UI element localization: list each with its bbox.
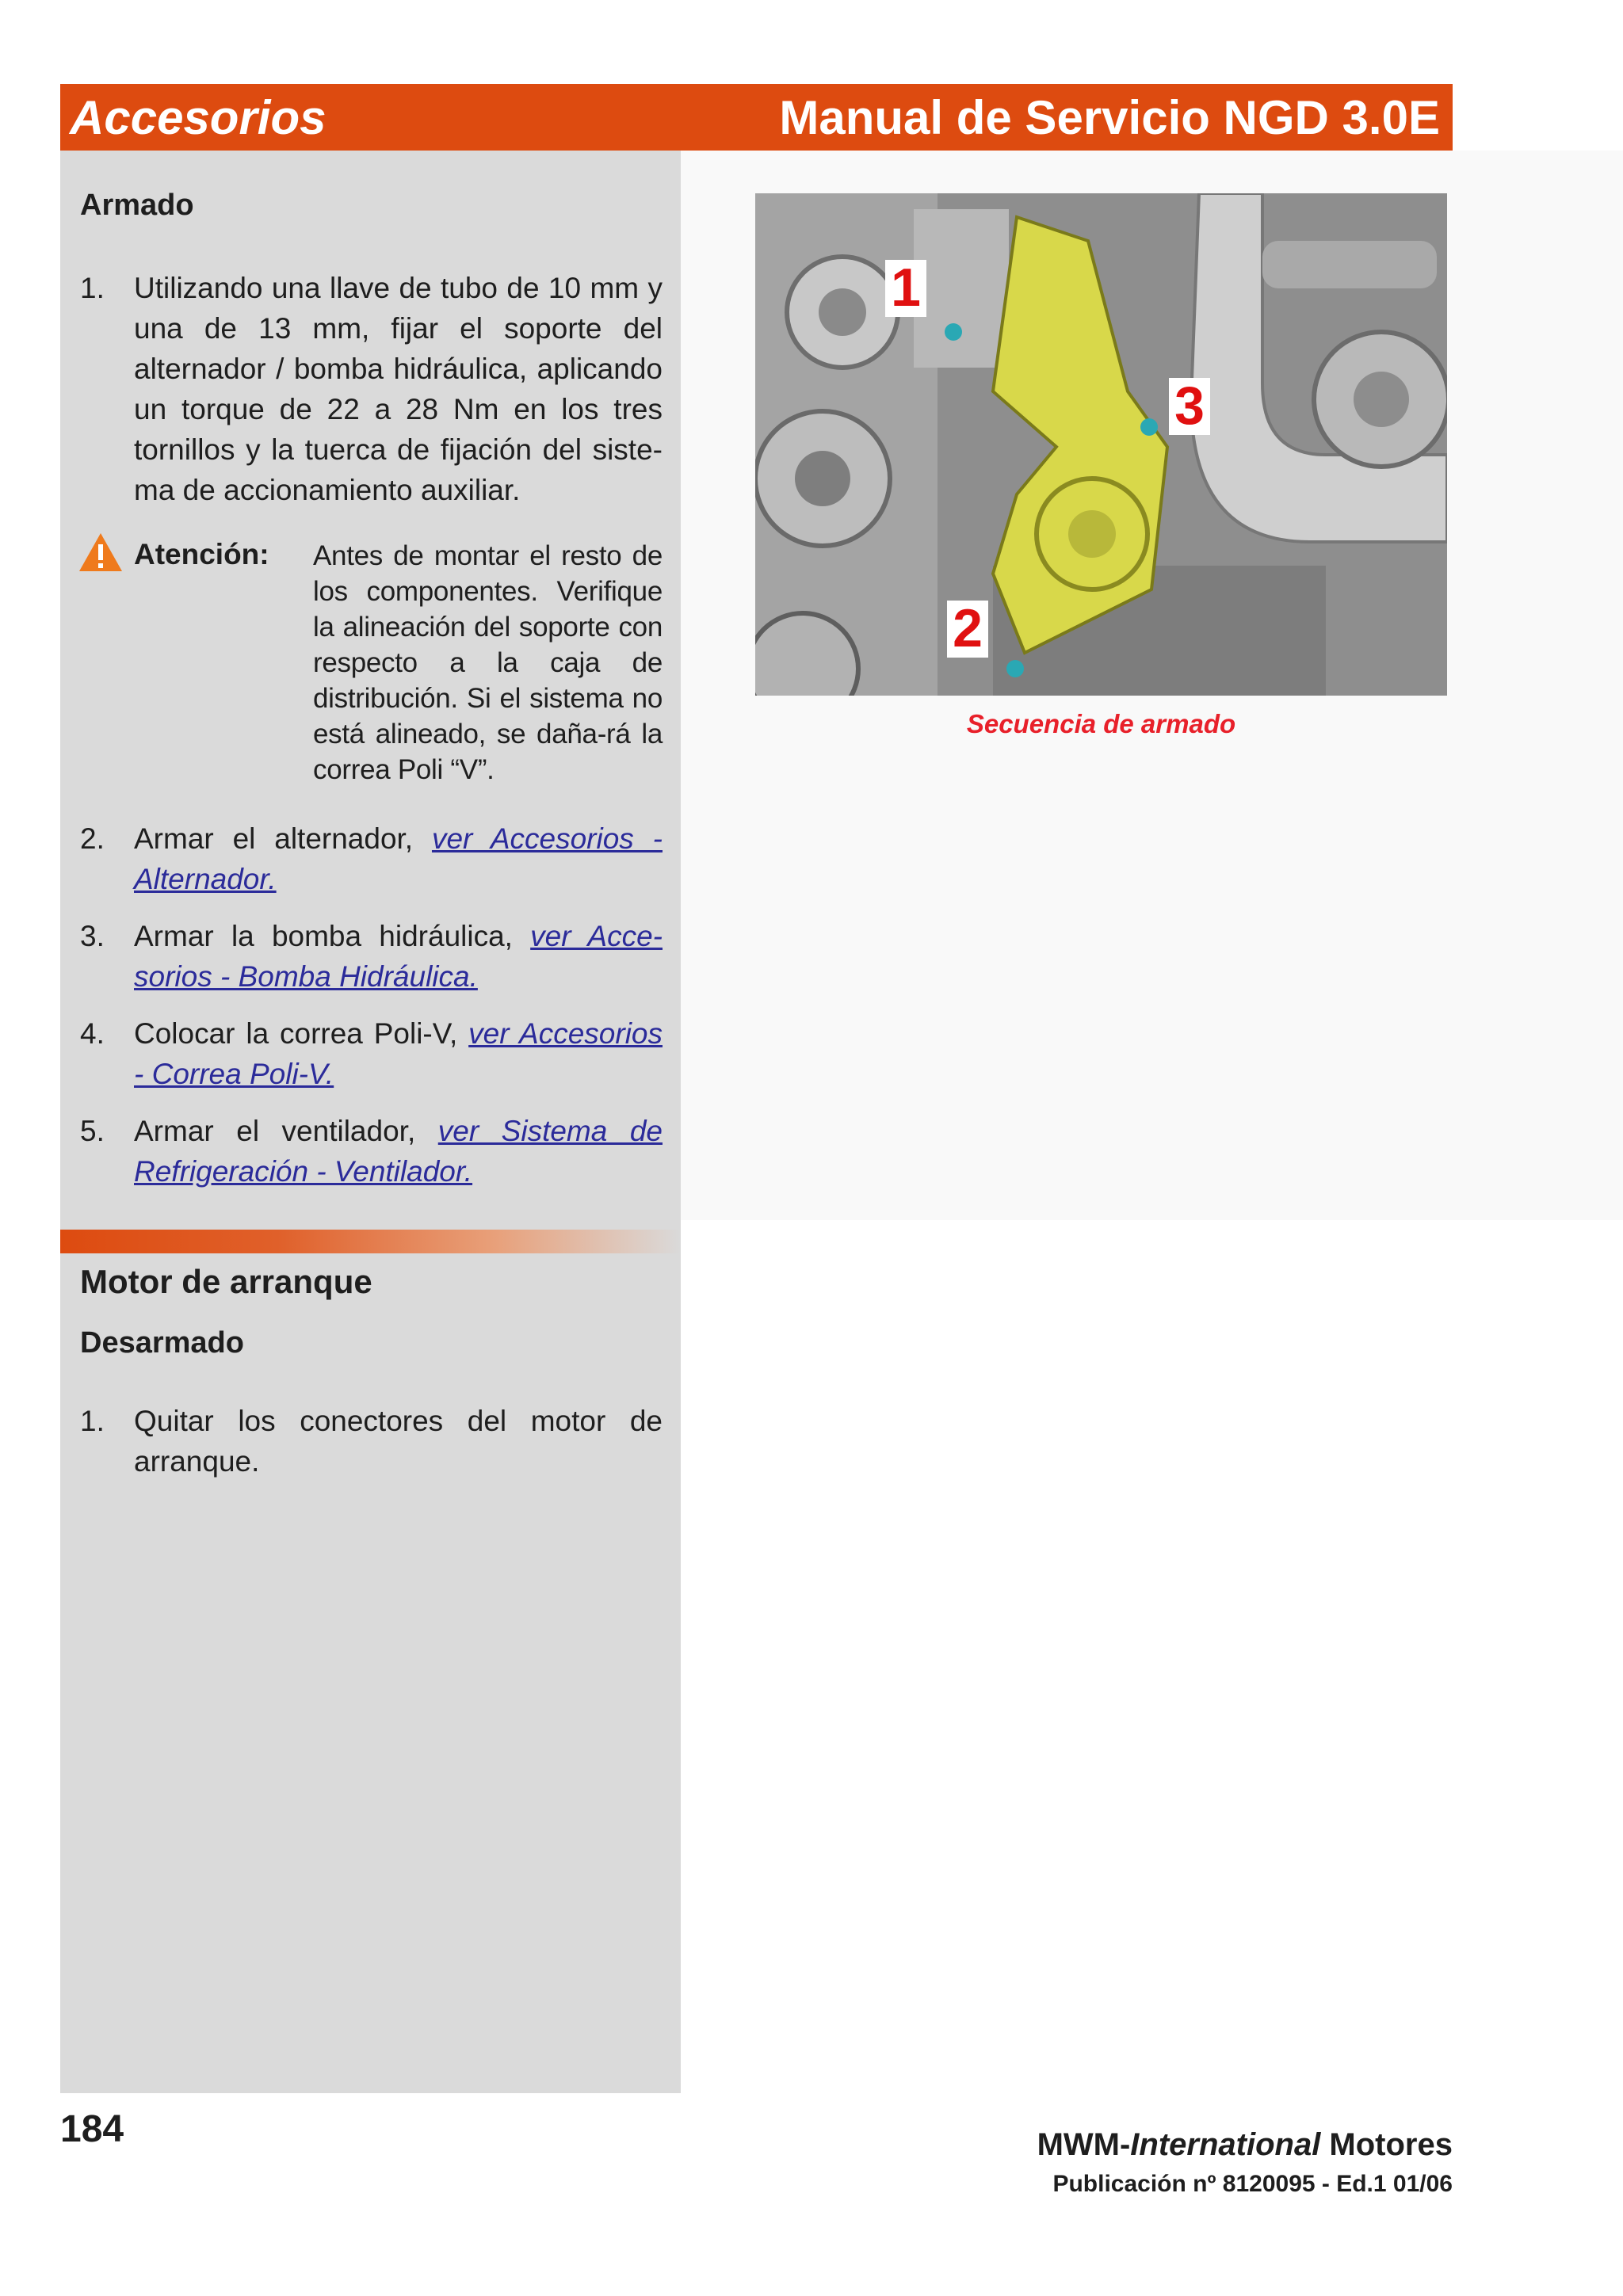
step-number: 1.: [80, 1405, 105, 1437]
step-text: Colocar la correa Poli-V,: [134, 1017, 469, 1050]
engine-illustration: [755, 193, 1447, 696]
warning-icon: [78, 532, 124, 573]
link-correa-poli-v[interactable]: ver Accesorios - Correa Poli-V.: [134, 1017, 663, 1090]
armado-step-3: [80, 916, 663, 997]
armado-step-1: [80, 268, 663, 510]
armado-step-5: [80, 1111, 663, 1192]
link-bomba-hidraulica[interactable]: ver Acce-sorios - Bomba Hidráulica.: [134, 920, 663, 993]
step-number: 4.: [80, 1017, 105, 1050]
manual-title: Manual de Servicio NGD 3.0E: [779, 91, 1440, 144]
brand-prefix: MWM-: [1037, 2127, 1131, 2162]
footer-publication: Publicación nº 8120095 - Ed.1 01/06: [1052, 2171, 1453, 2197]
link-ventilador[interactable]: ver Sistema de Refrigeración - Ventilador.: [134, 1115, 663, 1188]
step-text: Armar el ventilador,: [134, 1115, 438, 1147]
step-number: 5.: [80, 1115, 105, 1147]
brand-suffix: Motores: [1320, 2127, 1453, 2162]
figure-label-1: 1: [891, 257, 921, 318]
motor-step-1: [80, 1401, 663, 1482]
motor-heading: Motor de arranque: [80, 1263, 372, 1300]
step-text: Utilizando una llave de tubo de 10 mm y una de 13 mm, fijar el soporte del alternador / bomba hidráulica, aplicando un torque de 22 a 28 Nm en los tres tornillos y la tuerca de fijación del siste-ma de accionamiento auxiliar.: [134, 272, 663, 506]
page-number: 184: [60, 2108, 124, 2150]
section-title: Accesorios: [70, 91, 327, 144]
step-number: 3.: [80, 920, 105, 952]
step-text: Quitar los conectores del motor de arranque.: [134, 1405, 663, 1478]
left-column: [60, 151, 681, 2093]
warning-text: Antes de montar el resto de los componentes. Verifique la alineación del soporte con respecto a la caja de distribución. Si el sistema no está alineado, se daña-rá la correa Poli “V”.: [313, 540, 663, 785]
engine-figure: [755, 193, 1447, 696]
armado-step-4: [80, 1013, 663, 1094]
figure-caption: Secuencia de armado: [966, 709, 1236, 738]
page-header: [60, 84, 1453, 151]
step-text: Armar el alternador,: [134, 822, 432, 855]
armado-step-2: [80, 818, 663, 899]
warning-label: Atención:: [134, 538, 269, 570]
section-divider: [60, 1230, 681, 1253]
footer-brand: [1037, 2127, 1453, 2163]
figure-label-3: 3: [1174, 376, 1205, 436]
figure-label-2: 2: [953, 598, 983, 658]
link-alternador[interactable]: ver Accesorios - Alternador.: [134, 822, 663, 895]
step-number: 2.: [80, 822, 105, 855]
step-text: Armar la bomba hidráulica,: [134, 920, 531, 952]
armado-heading: Armado: [80, 189, 194, 222]
step-number: 1.: [80, 272, 105, 304]
brand-italic: International: [1130, 2127, 1321, 2162]
desarmado-heading: Desarmado: [80, 1326, 244, 1360]
